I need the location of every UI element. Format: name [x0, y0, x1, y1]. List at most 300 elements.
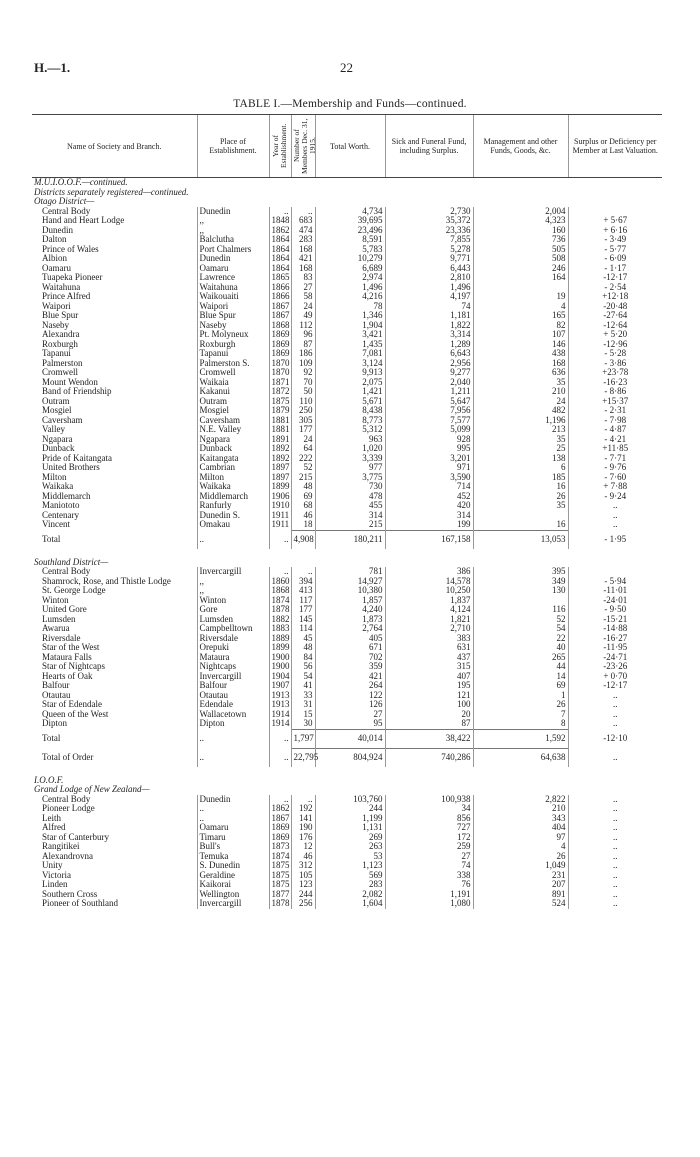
table-cell: Queen of the West	[42, 708, 109, 719]
table-cell: 48	[291, 643, 315, 653]
table-cell: 121	[385, 691, 473, 701]
table-cell: Dunedin	[197, 795, 269, 805]
membership-table	[32, 114, 662, 909]
table-row	[32, 795, 662, 805]
table-cell: Lawrence	[197, 273, 269, 283]
table-cell: -16·23	[568, 378, 662, 388]
table-cell: 40,014	[315, 729, 385, 748]
table-cell: S. Dunedin	[197, 861, 269, 871]
table-row	[32, 596, 662, 606]
table-cell: 222	[291, 454, 315, 464]
table-cell: 6,643	[385, 349, 473, 359]
table-cell: 54	[291, 672, 315, 682]
col-header-place: Place of Establishment.	[197, 115, 269, 178]
table-cell: 244	[291, 890, 315, 900]
table-cell: Shamrock, Rose, and Thistle Lodge	[42, 575, 171, 586]
table-cell: Prince Alfred	[42, 291, 91, 301]
table-cell: Waikaia	[197, 378, 269, 388]
table-cell: 1867	[269, 302, 291, 312]
table-cell: - 9·24	[568, 492, 662, 502]
table-cell: Waikouaiti	[197, 292, 269, 302]
table-cell: 87	[385, 719, 473, 729]
table-cell: Rangitikei	[42, 841, 80, 851]
table-cell: - 4·87	[568, 425, 662, 435]
table-cell: 1,080	[385, 899, 473, 909]
table-cell: 213	[473, 425, 568, 435]
table-cell: Wellington	[197, 890, 269, 900]
table-cell: 110	[291, 397, 315, 407]
table-cell: 683	[291, 216, 315, 226]
table-cell: Star of Nightcaps	[42, 661, 105, 671]
table-cell: Hearts of Oak	[42, 670, 93, 681]
table-cell: 2,956	[385, 359, 473, 369]
table-cell: 1892	[269, 454, 291, 464]
table-cell: 8,438	[315, 406, 385, 416]
table-cell: 3,124	[315, 359, 385, 369]
table-row	[32, 273, 662, 283]
table-cell: 5,783	[315, 245, 385, 255]
table-cell: 314	[385, 511, 473, 521]
table-cell: 107	[473, 330, 568, 340]
table-cell: 1870	[269, 359, 291, 369]
table-cell: Middlemarch	[42, 490, 91, 501]
table-cell: ..	[269, 795, 291, 805]
table-cell: Invercargill	[197, 672, 269, 682]
table-cell: ..	[269, 530, 291, 549]
table-cell: Temuka	[197, 852, 269, 862]
table-cell: 1864	[269, 254, 291, 264]
table-cell: 41	[291, 681, 315, 691]
table-cell: 7,956	[385, 406, 473, 416]
table-cell: 180,211	[315, 530, 385, 549]
table-cell: 1910	[269, 501, 291, 511]
table-cell: 78	[315, 302, 385, 312]
table-cell: 4,734	[315, 207, 385, 217]
table-cell: 963	[315, 435, 385, 445]
table-cell: 168	[473, 359, 568, 369]
table-cell: 3,339	[315, 454, 385, 464]
table-cell: 8,591	[315, 235, 385, 245]
page-number: 22	[340, 60, 353, 75]
table-cell: Vincent	[42, 519, 70, 530]
table-cell: 971	[385, 463, 473, 473]
table-cell: 1,199	[315, 814, 385, 824]
table-cell: ..	[568, 804, 662, 814]
table-cell: Waipori	[197, 302, 269, 312]
table-cell: 122	[315, 691, 385, 701]
table-cell: United Gore	[42, 604, 87, 614]
table-cell: ..	[568, 520, 662, 530]
table-cell: 856	[385, 814, 473, 824]
table-cell: 70	[291, 378, 315, 388]
table-cell: 207	[473, 880, 568, 890]
table-cell: -14·88	[568, 624, 662, 634]
table-cell: 1,123	[315, 861, 385, 871]
table-cell: 165	[473, 311, 568, 321]
table-cell: 1889	[269, 634, 291, 644]
table-cell: Waitahuna	[42, 281, 81, 292]
table-cell: 1,346	[315, 311, 385, 321]
table-cell: 33	[291, 691, 315, 701]
table-row	[32, 368, 662, 378]
table-cell: United Brothers	[42, 462, 100, 472]
table-cell: 168	[291, 264, 315, 274]
table-cell: 1865	[269, 273, 291, 283]
table-cell: 231	[473, 871, 568, 881]
table-cell: Cambrian	[197, 463, 269, 473]
table-cell: 24	[473, 397, 568, 407]
table-cell: 2,040	[385, 378, 473, 388]
table-cell: 3,590	[385, 473, 473, 483]
table-row	[32, 283, 662, 293]
table-cell: 100,938	[385, 795, 473, 805]
table-cell: 1871	[269, 378, 291, 388]
table-cell: 6,443	[385, 264, 473, 274]
table-cell: Kaitangata	[197, 454, 269, 464]
table-cell: 105	[291, 871, 315, 881]
table-cell: 8	[473, 719, 568, 729]
table-cell: 52	[473, 615, 568, 625]
table-cell: Maniototo	[42, 500, 80, 510]
table-cell: Hand and Heart Lodge	[42, 215, 125, 225]
table-cell: 1914	[269, 719, 291, 729]
table-cell: 20	[385, 710, 473, 720]
table-cell: 891	[473, 890, 568, 900]
table-cell: -11·95	[568, 643, 662, 653]
table-cell: ..	[197, 748, 269, 767]
table-row	[32, 216, 662, 226]
table-cell: 1862	[269, 804, 291, 814]
table-cell: Awarua	[42, 623, 70, 633]
table-cell: 69	[291, 492, 315, 502]
table-cell: Central Body	[42, 793, 91, 804]
table-row	[32, 340, 662, 350]
table-cell: ..	[197, 530, 269, 549]
table-cell: 1868	[269, 586, 291, 596]
table-cell: 2,974	[315, 273, 385, 283]
table-cell: 48	[291, 482, 315, 492]
table-cell: Star of the West	[42, 642, 100, 652]
table-header-row	[32, 115, 662, 178]
table-cell: ..	[568, 880, 662, 890]
table-cell: - 1·17	[568, 264, 662, 274]
table-cell: 1,496	[385, 283, 473, 293]
table-cell: -24·71	[568, 653, 662, 663]
section-heading: Grand Lodge of New Zealand—	[34, 784, 150, 794]
table-cell: 27	[315, 710, 385, 720]
table-cell: 474	[291, 226, 315, 236]
table-cell: 35	[473, 378, 568, 388]
table-cell: -12·17	[568, 681, 662, 691]
table-cell: 1864	[269, 245, 291, 255]
table-cell: ..	[269, 729, 291, 748]
table-cell: 35,372	[385, 216, 473, 226]
table-row	[32, 444, 662, 454]
table-cell: 1883	[269, 624, 291, 634]
table-cell: - 7·98	[568, 416, 662, 426]
table-cell: 10,250	[385, 586, 473, 596]
table-cell: 1,421	[315, 387, 385, 397]
table-cell: Bull's	[197, 842, 269, 852]
table-cell: 1867	[269, 814, 291, 824]
table-row	[32, 710, 662, 720]
table-row	[32, 691, 662, 701]
table-cell: Star of Edendale	[42, 699, 102, 709]
table-cell: 1,181	[385, 311, 473, 321]
table-cell: 421	[291, 254, 315, 264]
table-cell: 315	[385, 662, 473, 672]
table-cell: Alexandrovna	[42, 850, 93, 861]
table-cell: 50	[291, 387, 315, 397]
table-cell: N.E. Valley	[197, 425, 269, 435]
table-cell: +12·18	[568, 292, 662, 302]
table-cell: 117	[291, 596, 315, 606]
table-cell: Omakau	[197, 520, 269, 530]
table-cell: ,,	[197, 577, 269, 587]
table-cell: Timaru	[197, 833, 269, 843]
table-cell: ..	[291, 567, 315, 577]
table-cell: ..	[568, 842, 662, 852]
table-cell: 1875	[269, 871, 291, 881]
table-cell: Waipori	[42, 300, 71, 311]
table-cell: Victoria	[42, 869, 71, 880]
table-cell: 15	[291, 710, 315, 720]
table-cell: 46	[291, 852, 315, 862]
table-row	[32, 311, 662, 321]
table-cell: 116	[473, 605, 568, 615]
table-cell: 1848	[269, 216, 291, 226]
table-cell: 244	[315, 804, 385, 814]
table-cell: 138	[473, 454, 568, 464]
table-cell: 421	[315, 672, 385, 682]
section-heading: Southland District—	[34, 556, 109, 567]
table-cell: Centenary	[42, 509, 79, 520]
table-cell: 1897	[269, 463, 291, 473]
section-heading-row	[32, 178, 662, 188]
col-header-surplus: Surplus or Deficiency per Member at Last Valuation.	[568, 115, 662, 178]
table-cell: 4,216	[315, 292, 385, 302]
table-cell: 12	[291, 842, 315, 852]
table-cell: 76	[385, 880, 473, 890]
section-heading: I.O.O.F.	[34, 774, 64, 785]
table-row	[32, 624, 662, 634]
table-row	[32, 823, 662, 833]
table-cell: 8,773	[315, 416, 385, 426]
table-cell: 13,053	[473, 530, 568, 549]
table-cell: ..	[269, 207, 291, 217]
table-cell: 52	[291, 463, 315, 473]
table-cell: 4	[473, 302, 568, 312]
table-cell: Ngapara	[197, 435, 269, 445]
table-cell: Prince of Wales	[42, 243, 99, 254]
table-cell: 14,927	[315, 577, 385, 587]
section-heading-row	[32, 558, 662, 568]
table-cell: 1879	[269, 406, 291, 416]
table-cell: 16	[473, 520, 568, 530]
table-cell: 452	[385, 492, 473, 502]
table-cell: 87	[291, 340, 315, 350]
table-cell: 3,775	[315, 473, 385, 483]
table-cell: 671	[315, 643, 385, 653]
spacer-cell	[32, 549, 662, 558]
table-cell: -11·01	[568, 586, 662, 596]
table-cell: 977	[315, 463, 385, 473]
table-cell: 215	[315, 520, 385, 530]
table-cell: 338	[385, 871, 473, 881]
table-cell: 199	[385, 520, 473, 530]
table-cell: Central Body	[42, 205, 91, 216]
table-cell: + 7·88	[568, 482, 662, 492]
table-row	[32, 511, 662, 521]
table-cell: 176	[291, 833, 315, 843]
table-row	[32, 586, 662, 596]
spacer-row	[32, 549, 662, 558]
table-cell: 14	[473, 672, 568, 682]
table-cell: 283	[291, 235, 315, 245]
table-cell: 1,904	[315, 321, 385, 331]
table-cell: 14,578	[385, 577, 473, 587]
table-cell: Orepuki	[197, 643, 269, 653]
table-cell: Tuapeka Pioneer	[42, 272, 103, 282]
table-cell: Leith	[42, 812, 61, 823]
table-cell: 1,857	[315, 596, 385, 606]
table-cell: 35	[473, 501, 568, 511]
spacer-cell	[32, 767, 662, 776]
table-cell: Caversham	[42, 414, 83, 425]
table-cell: 2,075	[315, 378, 385, 388]
table-cell: - 3·86	[568, 359, 662, 369]
table-cell: Ngapara	[42, 433, 73, 444]
table-cell: 24	[291, 302, 315, 312]
table-cell: Palmerston	[42, 357, 83, 368]
table-cell: 160	[473, 226, 568, 236]
table-cell: 168	[291, 245, 315, 255]
table-cell: 26	[473, 492, 568, 502]
table-cell: ,,	[197, 586, 269, 596]
table-cell: ..	[568, 861, 662, 871]
table-cell: Total	[42, 732, 61, 743]
table-cell: 18	[291, 520, 315, 530]
table-cell: 505	[473, 245, 568, 255]
table-cell: Valley	[42, 424, 65, 434]
table-cell: Dunedin S.	[197, 511, 269, 521]
table-cell: 1897	[269, 473, 291, 483]
table-cell: 26	[473, 700, 568, 710]
table-cell: 256	[291, 899, 315, 909]
table-cell: -12·96	[568, 340, 662, 350]
table-cell: Mataura	[197, 653, 269, 663]
table-cell: 386	[385, 567, 473, 577]
table-cell: 482	[473, 406, 568, 416]
table-cell: 215	[291, 473, 315, 483]
table-cell: 407	[385, 672, 473, 682]
page-reference: H.—1.	[34, 60, 71, 75]
table-cell: 2,730	[385, 207, 473, 217]
table-cell: 25	[473, 444, 568, 454]
table-cell: 269	[315, 833, 385, 843]
table-cell: Central Body	[42, 566, 91, 576]
table-row	[32, 330, 662, 340]
table-cell: 781	[315, 567, 385, 577]
table-cell: +23·78	[568, 368, 662, 378]
table-cell: 395	[473, 567, 568, 577]
table-cell: 1,435	[315, 340, 385, 350]
table-cell: 804,924	[315, 748, 385, 767]
table-cell: ,,	[197, 226, 269, 236]
table-row	[32, 463, 662, 473]
table-row	[32, 435, 662, 445]
table-cell: + 0·70	[568, 672, 662, 682]
table-cell: Oamaru	[197, 264, 269, 274]
table-cell: 1899	[269, 643, 291, 653]
table-cell: Lumsden	[42, 613, 76, 624]
table-cell: 114	[291, 624, 315, 634]
table-cell: 74	[385, 861, 473, 871]
table-cell: 1875	[269, 861, 291, 871]
table-cell: Naseby	[197, 321, 269, 331]
table-cell: 96	[291, 330, 315, 340]
table-cell: Alfred	[42, 822, 66, 832]
table-cell: 83	[291, 273, 315, 283]
table-cell: ..	[568, 871, 662, 881]
col-header-management: Management and other Funds, Goods, &c.	[473, 115, 568, 178]
table-row	[32, 814, 662, 824]
table-cell: 5,099	[385, 425, 473, 435]
table-cell: 1864	[269, 235, 291, 245]
table-cell: 246	[473, 264, 568, 274]
table-cell: Blue Spur	[197, 311, 269, 321]
table-cell: -12·17	[568, 273, 662, 283]
table-cell: Dunedin	[197, 254, 269, 264]
table-cell: 455	[315, 501, 385, 511]
table-cell: 4,323	[473, 216, 568, 226]
table-cell: -24·01	[568, 596, 662, 606]
table-cell: 9,277	[385, 368, 473, 378]
table-row	[32, 235, 662, 245]
col-header-name: Name of Society and Branch.	[32, 115, 197, 178]
table-row	[32, 672, 662, 682]
table-cell: -15·21	[568, 615, 662, 625]
table-title: TABLE I.—Membership and Funds—continued.	[233, 98, 467, 110]
table-cell: 195	[385, 681, 473, 691]
table-cell: 69	[473, 681, 568, 691]
table-cell: 702	[315, 653, 385, 663]
table-cell: Kakanui	[197, 387, 269, 397]
table-cell: 141	[291, 814, 315, 824]
table-cell: Riversdale	[42, 632, 81, 643]
table-cell: Naseby	[42, 319, 69, 330]
table-cell: Invercargill	[197, 567, 269, 577]
table-row	[32, 397, 662, 407]
table-row	[32, 804, 662, 814]
table-cell: - 1·95	[568, 530, 662, 549]
table-cell: ..	[291, 207, 315, 217]
table-cell: 26	[473, 852, 568, 862]
table-cell: - 5·28	[568, 349, 662, 359]
table-cell: 631	[385, 643, 473, 653]
table-cell: Dipton	[42, 718, 68, 729]
table-cell: 1872	[269, 387, 291, 397]
table-cell: Waikaka	[42, 481, 74, 491]
table-cell: 100	[385, 700, 473, 710]
table-cell: Dunedin	[197, 207, 269, 217]
table-cell: Tapanui	[42, 348, 71, 358]
table-row	[32, 861, 662, 871]
table-row	[32, 406, 662, 416]
table-cell: Oamaru	[42, 262, 71, 273]
table-cell: 2,822	[473, 795, 568, 805]
table-cell: 10,279	[315, 254, 385, 264]
